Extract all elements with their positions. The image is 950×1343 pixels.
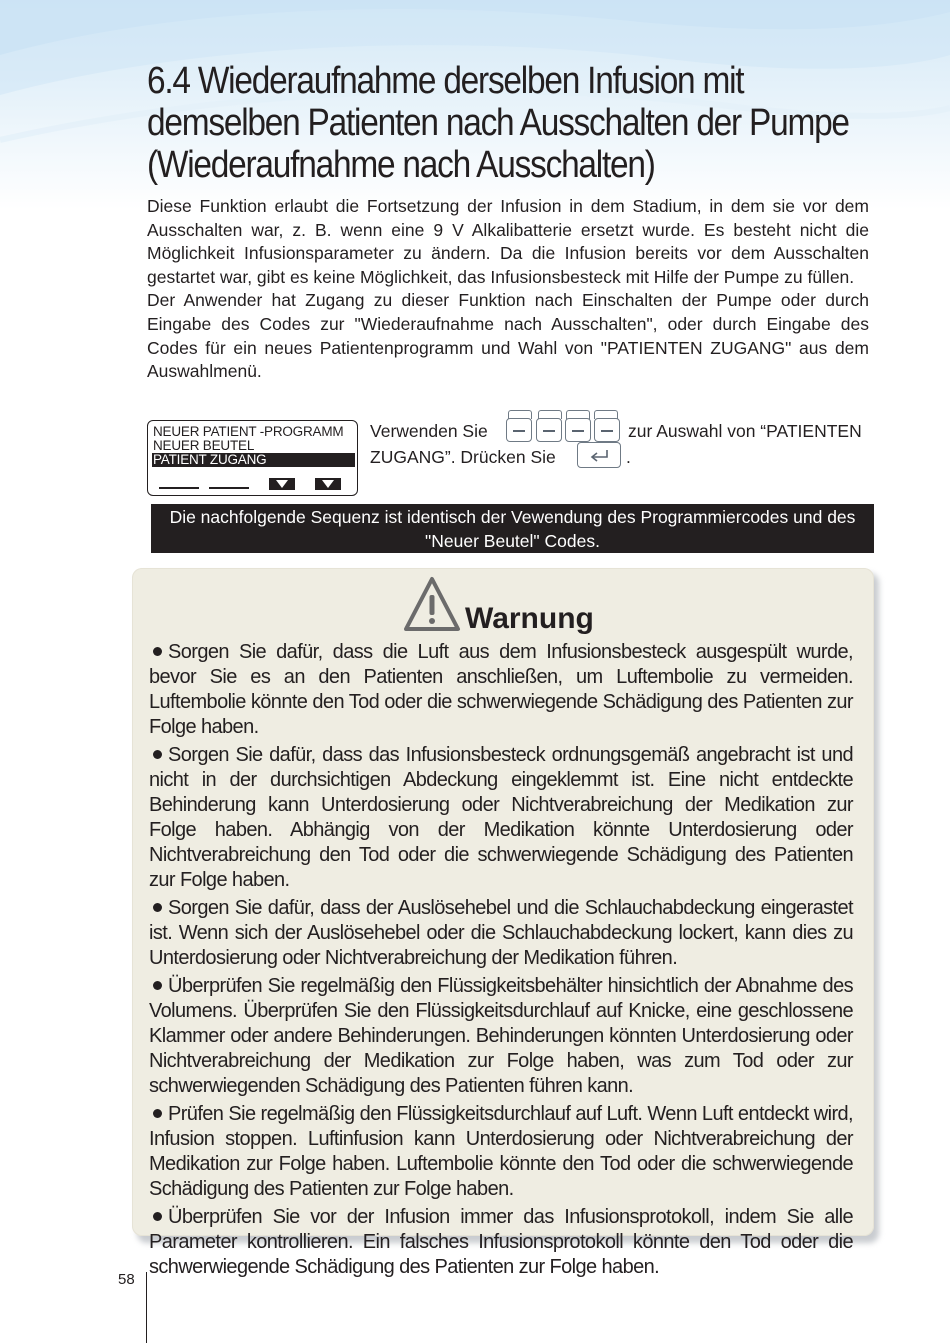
- instruction-text-1: Verwenden Sie: [370, 421, 488, 441]
- lcd-menu-item-new-patient: NEUER PATIENT -PROGRAMM: [153, 424, 344, 439]
- warning-item: [149, 640, 853, 740]
- page-number: 58: [118, 1271, 135, 1288]
- enter-key-icon: [577, 442, 621, 468]
- bullet-icon: [153, 750, 162, 759]
- bullet-icon: [153, 1212, 162, 1221]
- warning-item: [149, 743, 853, 893]
- warning-triangle-icon: [403, 576, 461, 632]
- banner-line-2: "Neuer Beutel" Codes.: [425, 531, 600, 551]
- intro-text: [147, 195, 869, 384]
- bullet-icon: [153, 647, 162, 656]
- key-1-icon: [506, 418, 532, 442]
- page-number-divider: [146, 1272, 147, 1343]
- lcd-menu-item-patient-access-selected: PATIENT ZUGANG: [152, 453, 355, 467]
- section-title: 6.4 Wiederaufnahme derselben Infusion mit demselben Patienten nach Ausschalten der Pumpe (Wiederaufnahme nach Ausschalten): [147, 60, 849, 186]
- down-arrow-icon: [315, 478, 341, 490]
- warning-item-text: Überprüfen Sie regelmäßig den Flüssigkeitsbehälter hinsichtlich der Abnahme des Volumens. Überprüfen Sie den Flüssigkeitsdurchlauf auf Knicke, eine geschlossene Klammer oder andere Behinderungen. Behinderungen könnten Unterdosierung oder Nichtverabreichung der Medikation zur Folge haben, was zum Tod oder zur schwerwiegenden Schädigung des Patienten führen kann.: [149, 975, 853, 1097]
- intro-paragraph-1: Diese Funktion erlaubt die Fortsetzung der Infusion in dem Stadium, in dem sie vor dem Ausschalten war, z. B. wenn eine 9 V Alkalibatterie ersetzt wurde. Es besteht nicht die Möglichkeit Infusionsparameter zu ändern. Da die Infusion bereits vor dem Ausschalten gestartet war, gibt es keine Möglichkeit, das Infusionsbesteck mit Hilfe der Pumpe zu füllen.: [147, 196, 869, 287]
- instruction-text-3: ZUGANG”. Drücken Sie: [370, 447, 556, 467]
- warning-item-text: Sorgen Sie dafür, dass die Luft aus dem Infusionsbesteck ausgespült wurde, bevor Sie es an den Patienten anschließen, um Luftembolie zu vermeiden. Luftembolie könnte den Tod oder die schwerwiegende Schädigung des Patienten zur Folge haben.: [149, 641, 853, 738]
- bullet-icon: [153, 1109, 162, 1118]
- warning-title: Warnung: [465, 602, 594, 635]
- lcd-softkey-blank: [159, 487, 199, 489]
- instruction-text-2: zur Auswahl von “PATIENTEN: [628, 421, 862, 441]
- banner-line-1: Die nachfolgende Sequenz ist identisch der Vewendung des Programmiercodes und des: [169, 507, 856, 527]
- lcd-softkey-blank: [209, 487, 249, 489]
- warning-item-text: Sorgen Sie dafür, dass das Infusionsbesteck ordnungsgemäß angebracht ist und nicht in der durchsichtigen Abdeckung eingeklemmt ist. Eine nicht entdeckte Behinderung kann Unterdosierung oder Nichtverabreichung der Medikation zur Folge haben. Abhängig von der Medikation könnte Unterdosierung oder Nichtverabreichung den Tod oder die schwerwiegende Schädigung des Patienten zur Folge haben.: [149, 744, 853, 891]
- warning-item: [149, 974, 853, 1099]
- warning-item-text: Überprüfen Sie vor der Infusion immer das Infusionsprotokoll, indem Sie alle Parameter kontrollieren. Ein falsches Infusionsprotokoll könnte den Tod oder die schwerwiegende Schädigung des Patienten zur Folge haben.: [149, 1206, 853, 1278]
- warning-item-text: Sorgen Sie dafür, dass der Auslösehebel und die Schlauchabdeckung eingerastet ist. Wenn sich der Auslösehebel oder die Schlauchabdeckung lockert, kann dies zu Unterdosierung oder Nichtverabreichung der Medikation führen.: [149, 897, 853, 969]
- lcd-menu-item-new-bag: NEUER BEUTEL: [153, 438, 255, 453]
- warning-item-text: Prüfen Sie regelmäßig den Flüssigkeitsdurchlauf auf Luft. Wenn Luft entdeckt wird, Infusion stoppen. Luftinfusion kann Unterdosierung oder Nichtverabreichung der Medikation zur Folge haben. Luftembolie könnte den Tod oder die schwerwiegende Schädigung des Patienten zur Folge haben.: [149, 1103, 853, 1200]
- warning-item: [149, 1102, 853, 1202]
- warning-item: [149, 896, 853, 971]
- sequence-note-banner: [151, 504, 874, 553]
- arrow-key-icon: [506, 410, 622, 442]
- lcd-display: [147, 420, 358, 496]
- down-arrow-icon: [269, 478, 295, 490]
- intro-paragraph-2: Der Anwender hat Zugang zu dieser Funktion nach Einschalten der Pumpe oder durch Eingabe des Codes zur "Wiederaufnahme nach Ausschalten", oder durch Eingabe des Codes für ein neues Patientenprogramm und Wahl von "PATIENTEN ZUGANG" aus dem Auswahlmenü.: [147, 290, 869, 382]
- bullet-icon: [153, 903, 162, 912]
- warning-item: [149, 1205, 853, 1280]
- key-4-icon: [594, 418, 620, 442]
- warning-heading: [403, 576, 663, 636]
- key-3-icon: [565, 418, 591, 442]
- instruction-text-4: .: [626, 447, 631, 467]
- warning-list: [149, 640, 853, 1283]
- key-2-icon: [536, 418, 562, 442]
- bullet-icon: [153, 981, 162, 990]
